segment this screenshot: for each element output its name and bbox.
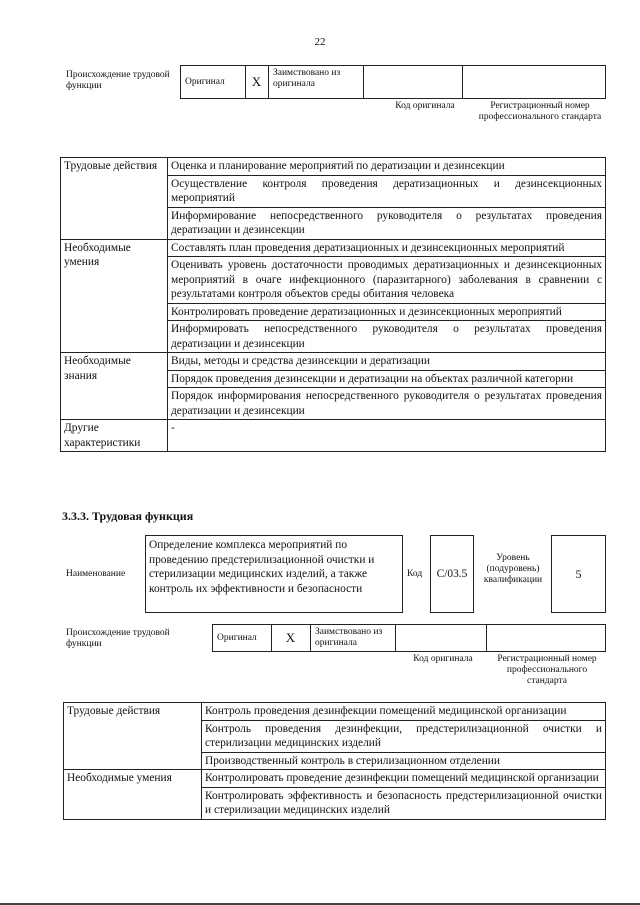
list-item: Контролировать проведение дератизационных и дезинсекционных мероприятий (168, 303, 606, 321)
origin-mark: X (245, 65, 269, 99)
list-item: Контролировать проведение дезинфекции помещений медицинской организации (202, 770, 606, 788)
row-label: Необходимые умения (64, 770, 202, 820)
origin-label: Происхождение трудовой функции (66, 628, 170, 649)
list-item: Порядок проведения дезинсекции и дератизации на объектах различной категории (168, 370, 606, 388)
origin-table (212, 624, 606, 652)
origin-label: Происхождение трудовой функции (66, 70, 170, 91)
list-item: Виды, методы и средства дезинсекции и дератизации (168, 353, 606, 371)
row-label: Другие характеристики (61, 420, 168, 452)
list-item: Осуществление контроля проведения дератизационных и дезинсекционных мероприятий (168, 175, 606, 207)
name-label: Наименование (66, 569, 126, 579)
table-row (61, 420, 606, 452)
list-item: Информирование непосредственного руководителя о результатах проведения дератизации и дезинсекции (168, 207, 606, 239)
table-row (64, 703, 606, 721)
original-code-cell (363, 65, 463, 99)
table-row (61, 239, 606, 257)
list-item: Оценивать уровень достаточности проводимых дератизационных и дезинсекционных мероприятий в очаге инфекционного (паразитарного) заболевания в сравнении с результатами контроля объектов среды обитания человека (168, 257, 606, 304)
original-cell: Оригинал (212, 624, 272, 652)
list-item: Порядок информирования непосредственного руководителя о результатах проведения дератизации и дезинсекции (168, 388, 606, 420)
page-number: 22 (314, 36, 326, 48)
original-code-caption: Код оригинала (413, 654, 473, 664)
reg-number-caption: Регистрационный номер профессионального стандарта (497, 654, 597, 686)
function-name: Определение комплекса мероприятий по проведению предстерилизационной очистки и стерилизации медицинских изделий, а также контроль их эффективности и безопасности (145, 535, 403, 613)
original-cell: Оригинал (180, 65, 246, 99)
original-code-caption: Код оригинала (395, 101, 455, 111)
borrowed-cell: Заимствовано из оригинала (268, 65, 364, 99)
origin-mark: X (271, 624, 311, 652)
level-label: Уровень (подуровень) квалификации (483, 553, 543, 585)
row-label: Трудовые действия (64, 703, 202, 770)
list-item: Производственный контроль в стерилизационном отделении (202, 752, 606, 770)
level-value: 5 (551, 535, 606, 613)
list-item: Информировать непосредственного руководителя о результатах проведения дератизации и дезинсекции (168, 321, 606, 353)
section-title: 3.3.3. Трудовая функция (62, 509, 194, 523)
table-row (61, 353, 606, 371)
list-item: Контролировать эффективность и безопасность предстерилизационной очистки и стерилизации медицинских изделий (202, 787, 606, 819)
row-label: Трудовые действия (61, 158, 168, 240)
list-item: Контроль проведения дезинфекции помещений медицинской организации (202, 703, 606, 721)
labor-function-table-2 (63, 702, 606, 820)
borrowed-cell: Заимствовано из оригинала (310, 624, 396, 652)
table-row (61, 158, 606, 176)
list-item: Составлять план проведения дератизационных и дезинсекционных мероприятий (168, 239, 606, 257)
list-item: - (168, 420, 606, 452)
table-row (64, 770, 606, 788)
reg-number-caption: Регистрационный номер профессионального стандарта (478, 101, 602, 122)
original-code-cell (395, 624, 487, 652)
row-label: Необходимые знания (61, 353, 168, 420)
list-item: Оценка и планирование мероприятий по дератизации и дезинсекции (168, 158, 606, 176)
code-value: C/03.5 (430, 535, 474, 613)
reg-number-cell (462, 65, 606, 99)
row-label: Необходимые умения (61, 239, 168, 353)
list-item: Контроль проведения дезинфекции, предстерилизационной очистки и стерилизации медицинских изделий (202, 720, 606, 752)
labor-function-table (60, 157, 606, 452)
reg-number-cell (486, 624, 606, 652)
code-label: Код (407, 569, 423, 579)
origin-table (180, 65, 606, 99)
